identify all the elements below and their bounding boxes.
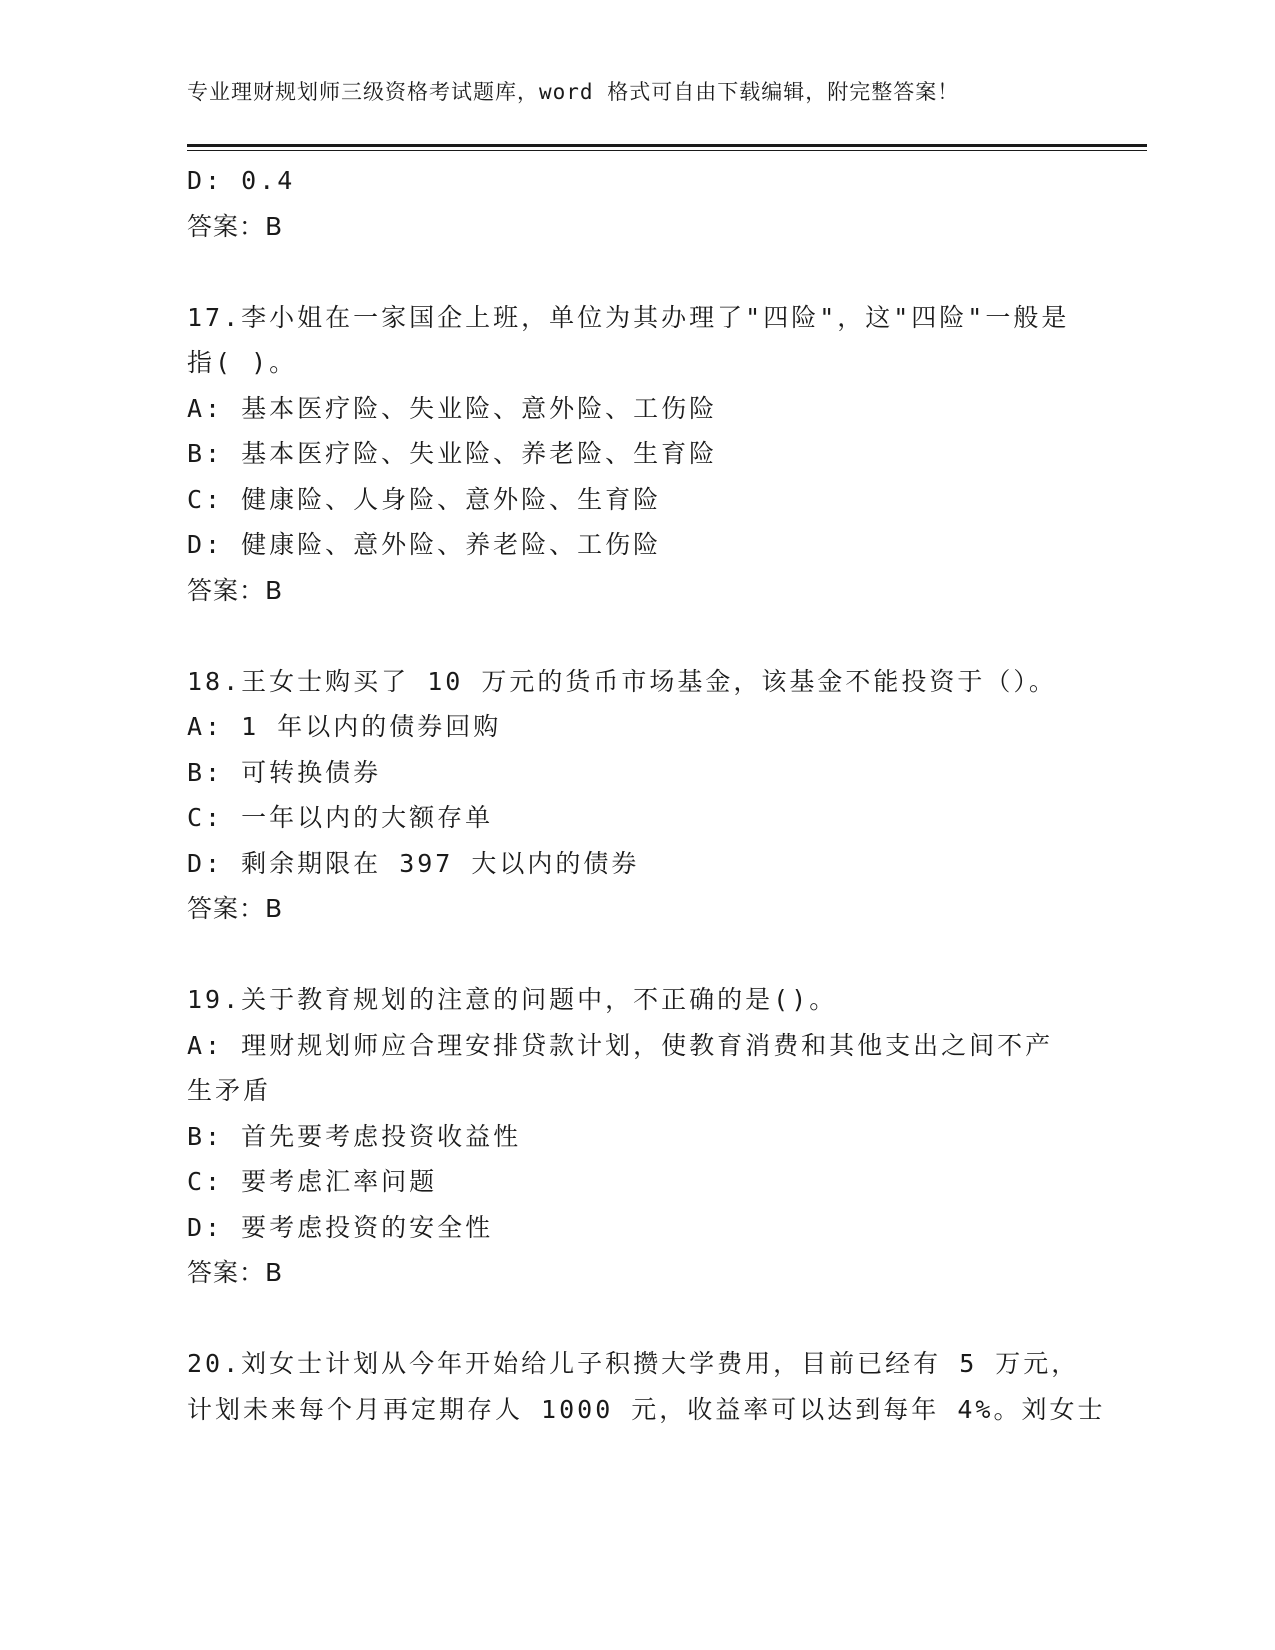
header-divider-thick <box>187 144 1147 147</box>
option-a: A: 基本医疗险、失业险、意外险、工伤险 <box>187 393 718 423</box>
question-stem: 17.李小姐在一家国企上班，单位为其办理了"四险"，这"四险"一般是 <box>187 302 1070 332</box>
page-header: 专业理财规划师三级资格考试题库，word 格式可自由下载编辑，附完整答案！ <box>187 80 960 104</box>
answer: 答案：B <box>187 894 284 923</box>
question-stem: 18.王女士购买了 10 万元的货币市场基金，该基金不能投资于（）。 <box>187 666 1057 696</box>
spacer <box>187 932 1087 978</box>
option-b: B: 可转换债券 <box>187 757 382 787</box>
option-c: C: 一年以内的大额存单 <box>187 803 494 832</box>
option-d: D: 要考虑投资的安全性 <box>187 1212 494 1242</box>
option-a-continued: 生矛盾 <box>187 1076 272 1105</box>
answer: 答案：B <box>187 575 284 605</box>
question-stem-continued: 指( )。 <box>187 348 298 377</box>
spacer <box>187 249 1087 295</box>
option-b: B: 首先要考虑投资收益性 <box>187 1121 522 1151</box>
question-stem-continued: 计划未来每个月再定期存人 1000 元，收益率可以达到每年 4%。刘女士 <box>187 1394 1106 1424</box>
option-d: D: 健康险、意外险、养老险、工伤险 <box>187 530 662 559</box>
question-stem: 19.关于教育规划的注意的问题中，不正确的是()。 <box>187 985 838 1014</box>
option-c: C: 要考虑汇率问题 <box>187 1167 438 1196</box>
answer: 答案：B <box>187 1258 284 1287</box>
question-list <box>187 158 1106 1432</box>
question-stem: 20.刘女士计划从今年开始给儿子积攒大学费用，目前已经有 5 万元， <box>187 1349 1080 1378</box>
option-d: D: 0.4 <box>187 166 296 195</box>
option-d: D: 剩余期限在 397 大以内的债券 <box>187 848 640 878</box>
option-a: A: 理财规划师应合理安排贷款计划，使教育消费和其他支出之间不产 <box>187 1030 1054 1060</box>
question-17 <box>187 295 1087 614</box>
option-b: B: 基本医疗险、失业险、养老险、生育险 <box>187 439 718 468</box>
question-18 <box>187 659 1087 932</box>
spacer <box>187 1296 1087 1342</box>
question-19 <box>187 977 1087 1296</box>
option-a: A: 1 年以内的债券回购 <box>187 712 502 741</box>
option-c: C: 健康险、人身险、意外险、生育险 <box>187 484 662 514</box>
spacer <box>187 613 1087 659</box>
header-divider-thin <box>187 150 1147 151</box>
answer: 答案：B <box>187 211 284 241</box>
question-20 <box>187 1341 1106 1432</box>
question-16-fragment <box>187 158 1087 249</box>
